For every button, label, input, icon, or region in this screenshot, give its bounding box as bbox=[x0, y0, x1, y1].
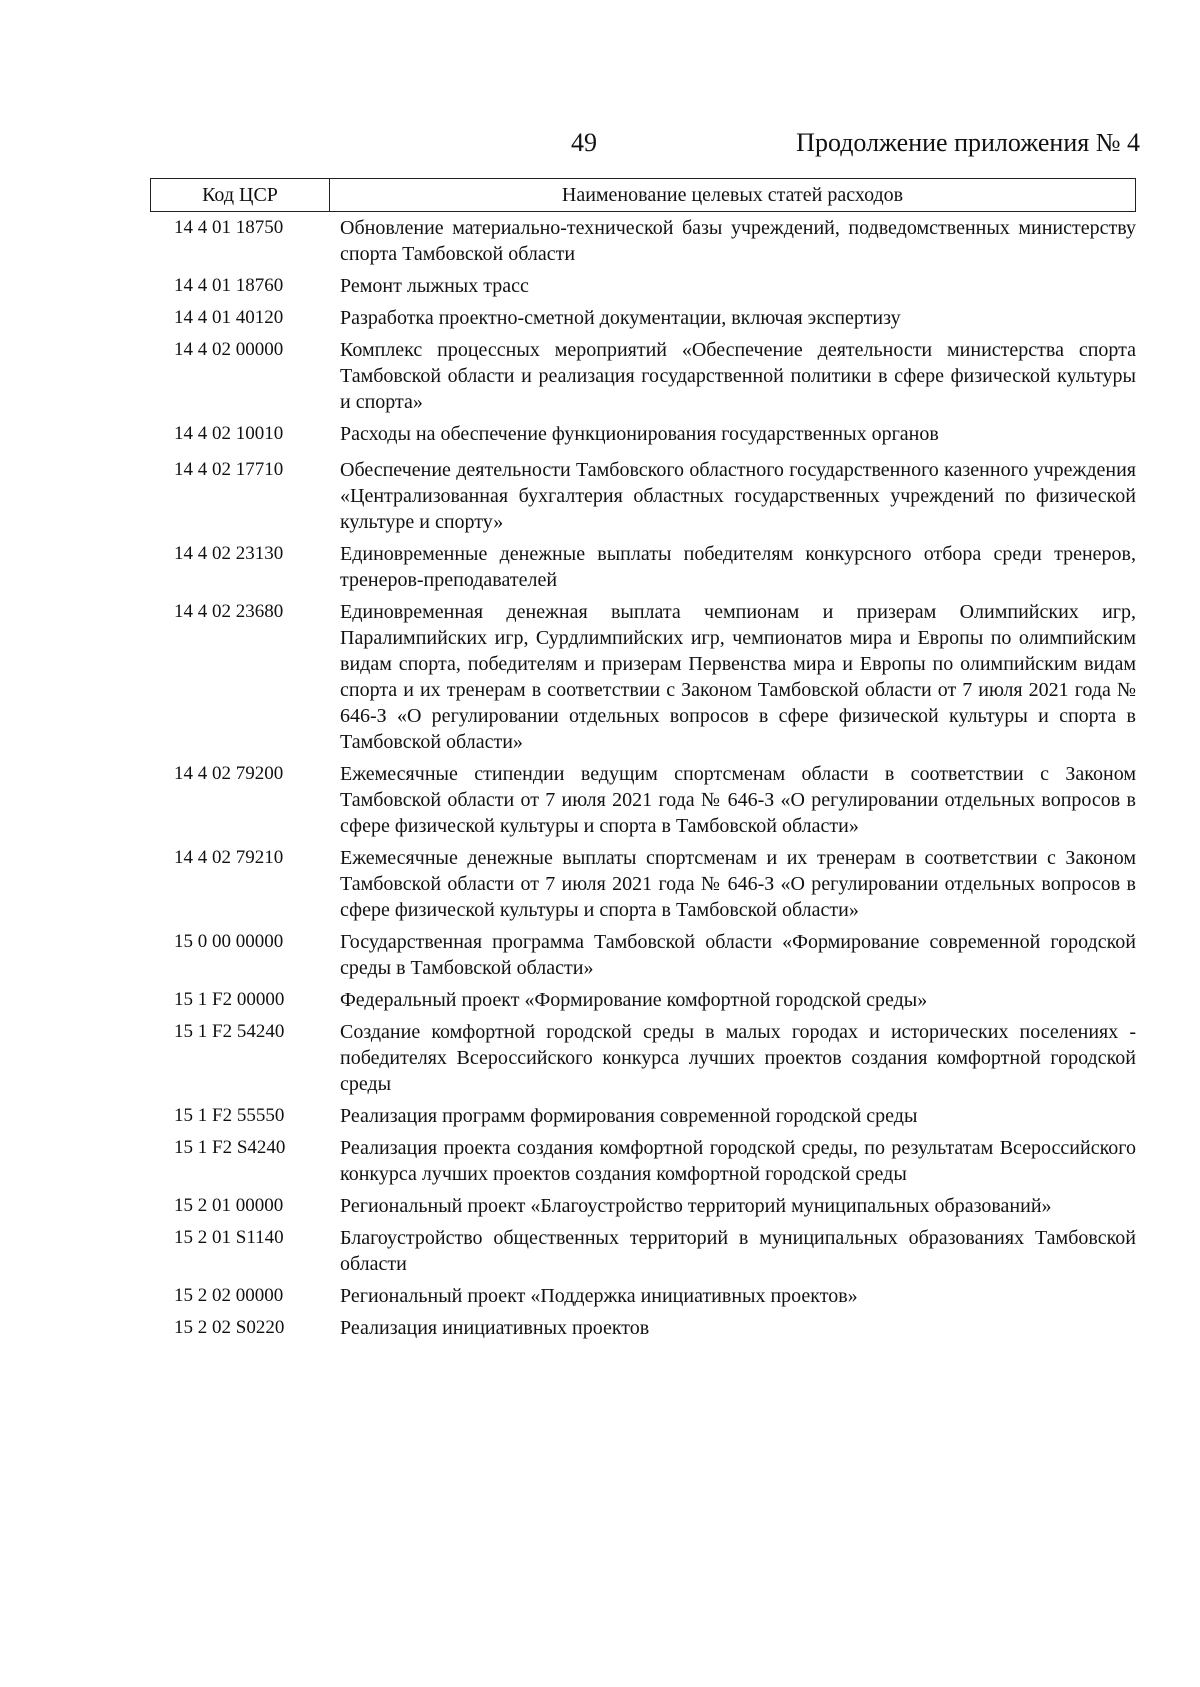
table-row bbox=[150, 1135, 1136, 1187]
table-row bbox=[150, 987, 1136, 1013]
row-name: Расходы на обеспечение функционирования государственных органов bbox=[340, 423, 939, 445]
row-name: Единовременные денежные выплаты победителям конкурсного отбора среди тренеров, тренеров-преподавателей bbox=[340, 543, 1136, 591]
appendix-title: Продолжение приложения № 4 bbox=[796, 128, 1140, 157]
table-row bbox=[150, 929, 1136, 981]
row-code: 14 4 02 23680 bbox=[174, 601, 284, 622]
table-row bbox=[150, 1193, 1136, 1219]
table-row bbox=[150, 761, 1136, 839]
row-name: Создание комфортной городской среды в малых городах и исторических поселениях - победителях Всероссийского конкурса лучших проектов создания комфортной городской среды bbox=[340, 1021, 1136, 1095]
row-code: 14 4 02 79200 bbox=[174, 763, 284, 784]
row-name: Государственная программа Тамбовской области «Формирование современной городской среды в Тамбовской области» bbox=[340, 931, 1136, 979]
table-row bbox=[150, 215, 1136, 267]
row-code: 15 2 01 S1140 bbox=[174, 1227, 284, 1248]
row-name: Ежемесячные стипендии ведущим спортсменам области в соответствии с Законом Тамбовской области от 7 июля 2021 года № 646-З «О регулировании отдельных вопросов в сфере физической культуры и спорта в Тамбовской области» bbox=[340, 763, 1136, 837]
row-code: 15 2 02 00000 bbox=[174, 1285, 284, 1306]
row-name: Единовременная денежная выплата чемпионам и призерам Олимпийских игр, Паралимпийских игр, Сурдлимпийских игр, чемпионатов мира и Европы по олимпийским видам спорта, победителям и призерам Первенства мира и Европы по олимпийским видам спорта и их тренерам в соответствии с Законом Тамбовской области от 7 июля 2021 года № 646-З «О регулировании отдельных вопросов в сфере физической культуры и спорта в Тамбовской области» bbox=[340, 601, 1136, 753]
row-code: 15 1 F2 55550 bbox=[174, 1105, 285, 1126]
row-name: Благоустройство общественных территорий в муниципальных образованиях Тамбовской области bbox=[340, 1227, 1136, 1275]
table-row bbox=[150, 1019, 1136, 1097]
row-code: 14 4 02 23130 bbox=[174, 543, 284, 564]
row-code: 14 4 02 17710 bbox=[174, 459, 284, 480]
row-name: Реализация проекта создания комфортной городской среды, по результатам Всероссийского конкурса лучших проектов создания комфортной городской среды bbox=[340, 1137, 1136, 1185]
row-name: Обеспечение деятельности Тамбовского областного государственного казенного учреждения «Централизованная бухгалтерия областных государственных учреждений по физической культуре и спорту» bbox=[340, 459, 1136, 533]
row-code: 14 4 01 40120 bbox=[174, 307, 284, 328]
page-number: 49 bbox=[571, 128, 597, 157]
row-code: 14 4 02 00000 bbox=[174, 339, 284, 360]
table-row bbox=[150, 305, 1136, 331]
table-header bbox=[150, 178, 1136, 212]
table-row bbox=[150, 1225, 1136, 1277]
row-code: 14 4 02 79210 bbox=[174, 847, 284, 868]
row-code: 14 4 01 18760 bbox=[174, 275, 284, 296]
row-name: Реализация программ формирования современной городской среды bbox=[340, 1105, 918, 1127]
table-row bbox=[150, 457, 1136, 535]
column-header-name: Наименование целевых статей расходов bbox=[561, 184, 904, 206]
row-name: Комплекс процессных мероприятий «Обеспечение деятельности министерства спорта Тамбовской области и реализация государственной политики в сфере физической культуры и спорта» bbox=[340, 339, 1136, 413]
row-name: Ремонт лыжных трасс bbox=[340, 275, 529, 297]
table-row bbox=[150, 541, 1136, 593]
row-name: Разработка проектно-сметной документации, включая экспертизу bbox=[340, 307, 901, 329]
row-code: 14 4 01 18750 bbox=[174, 217, 284, 238]
row-code: 15 1 F2 54240 bbox=[174, 1021, 285, 1042]
row-name: Федеральный проект «Формирование комфортной городской среды» bbox=[340, 989, 928, 1011]
row-code: 15 2 01 00000 bbox=[174, 1195, 284, 1216]
table-row bbox=[150, 1315, 1136, 1341]
table-row bbox=[150, 337, 1136, 415]
table-row bbox=[150, 421, 1136, 447]
row-name: Реализация инициативных проектов bbox=[340, 1317, 650, 1339]
row-code: 14 4 02 10010 bbox=[174, 423, 284, 444]
table-row bbox=[150, 1103, 1136, 1129]
row-name: Региональный проект «Поддержка инициативных проектов» bbox=[340, 1285, 858, 1307]
table-body bbox=[150, 215, 1136, 1347]
column-header-code: Код ЦСР bbox=[151, 179, 330, 211]
row-name: Обновление материально-технической базы учреждений, подведомственных министерству спорта Тамбовской области bbox=[340, 217, 1136, 265]
table-row bbox=[150, 273, 1136, 299]
row-code: 15 1 F2 S4240 bbox=[174, 1137, 286, 1158]
table-row bbox=[150, 1283, 1136, 1309]
row-name: Ежемесячные денежные выплаты спортсменам и их тренерам в соответствии с Законом Тамбовской области от 7 июля 2021 года № 646-З «О регулировании отдельных вопросов в сфере физической культуры и спорта в Тамбовской области» bbox=[340, 847, 1136, 921]
row-code: 15 1 F2 00000 bbox=[174, 989, 285, 1010]
table-row bbox=[150, 599, 1136, 755]
row-code: 15 0 00 00000 bbox=[174, 931, 284, 952]
row-code: 15 2 02 S0220 bbox=[174, 1317, 285, 1338]
table-row bbox=[150, 845, 1136, 923]
row-name: Региональный проект «Благоустройство территорий муниципальных образований» bbox=[340, 1195, 1052, 1217]
